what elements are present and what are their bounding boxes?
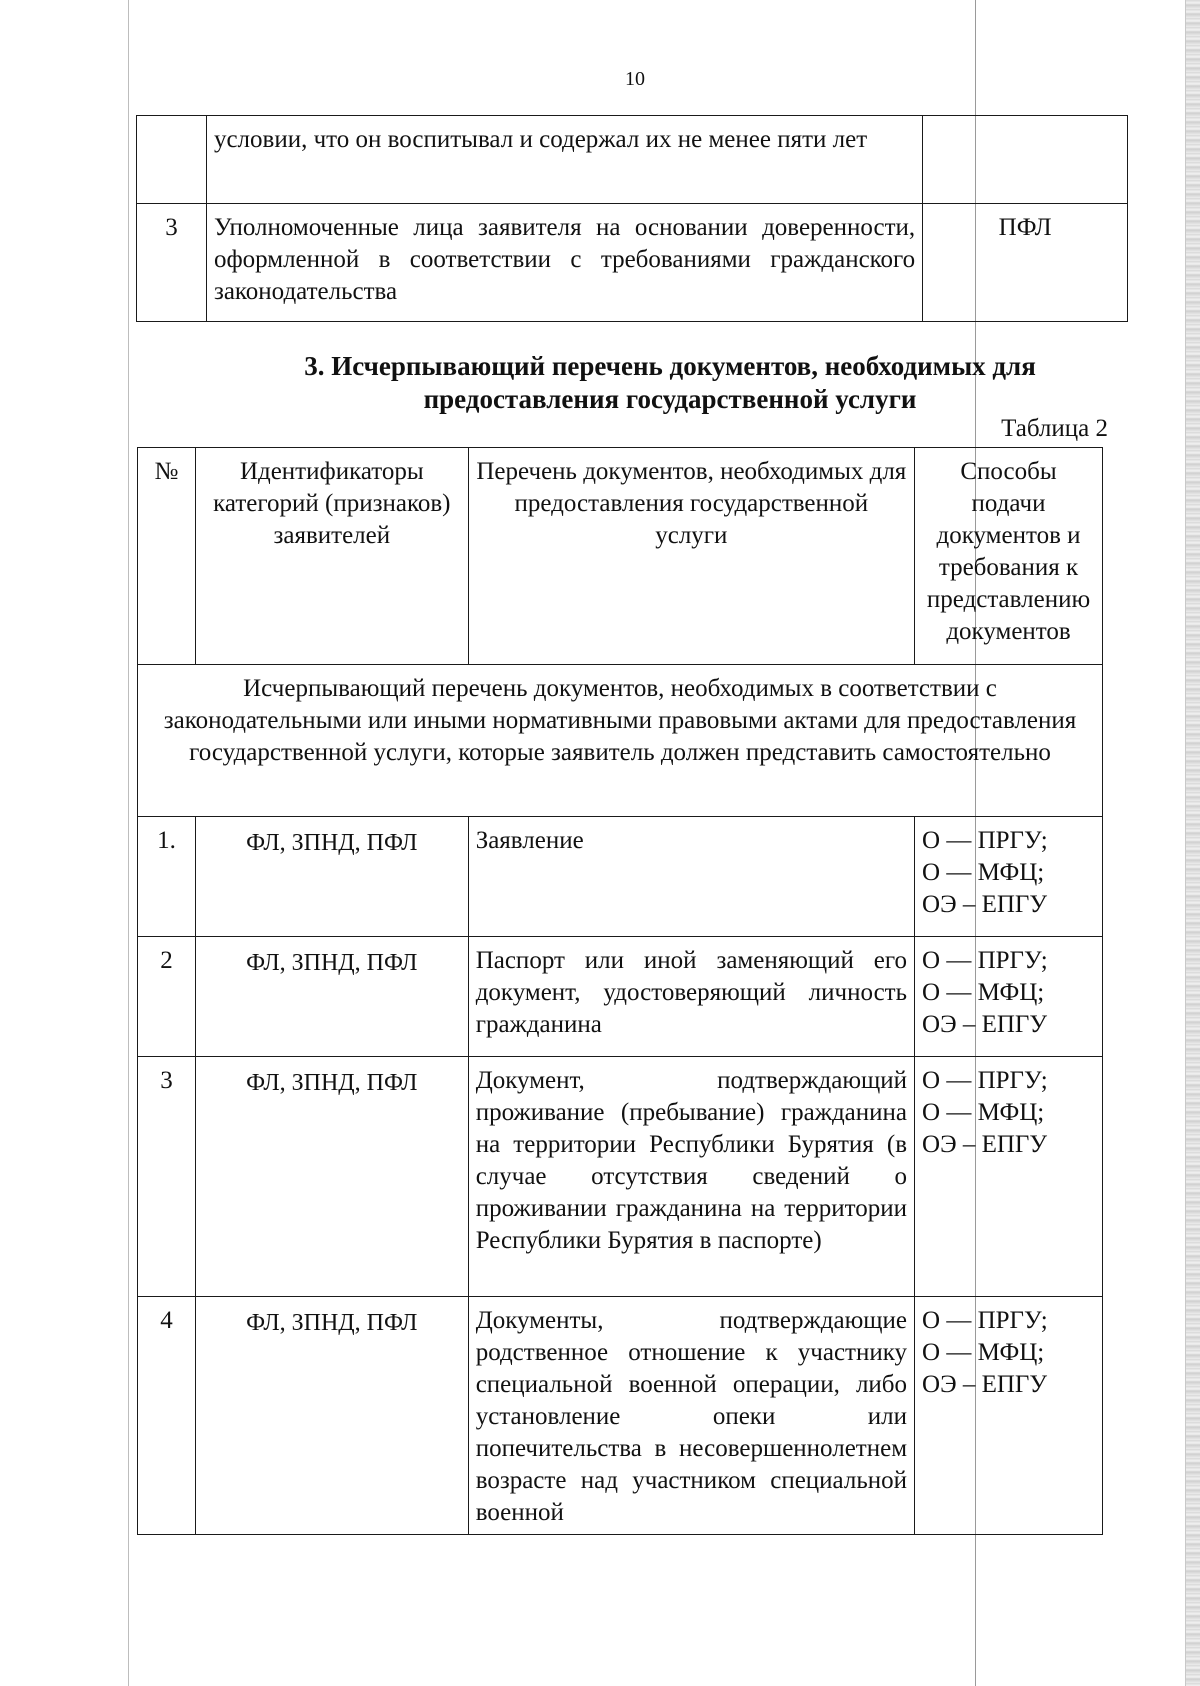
applicant-ids: ФЛ, ЗПНД, ПФЛ (195, 1057, 468, 1297)
table-row (138, 1297, 1103, 1535)
method-line: О — МФЦ; (922, 979, 1045, 1006)
header-applicant-ids: Идентификаторы категорий (признаков) заявителей (195, 448, 468, 665)
table-header-row (138, 448, 1103, 665)
header-submission-methods: Способы подачи документов и требования к представлению документов (915, 448, 1103, 665)
submission-methods (915, 1057, 1103, 1297)
method-line: ОЭ – ЕПГУ (922, 1371, 1048, 1398)
row-number: 1. (138, 817, 196, 937)
table-row (138, 817, 1103, 937)
method-line: О — МФЦ; (922, 1099, 1045, 1126)
method-line: О — МФЦ; (922, 859, 1045, 886)
method-line: О — ПРГУ; (922, 1067, 1048, 1094)
method-line: О — МФЦ; (922, 1339, 1045, 1366)
table-row (137, 116, 1128, 204)
documents-table (137, 447, 1103, 1535)
row-number: 4 (138, 1297, 196, 1535)
applicants-table-continuation (136, 115, 1128, 322)
category-row (138, 665, 1103, 817)
method-line: О — ПРГУ; (922, 947, 1048, 974)
table-row (138, 937, 1103, 1057)
applicant-ids: ФЛ, ЗПНД, ПФЛ (195, 817, 468, 937)
document-name: Документы, подтверждающие родственное отношение к участнику специальной военной операции, либо установление опеки или попечительства в несовершеннолетнем возрасте над участником специальной военной (468, 1297, 914, 1535)
row-number: 3 (138, 1057, 196, 1297)
submission-methods (915, 1297, 1103, 1535)
method-line: ОЭ – ЕПГУ (922, 891, 1048, 918)
category-title: Исчерпывающий перечень документов, необходимых в соответствии с законодательными или иными нормативными правовыми актами для предоставления государственной услуги, которые заявитель должен представить самостоятельно (138, 665, 1103, 817)
method-line: О — ПРГУ; (922, 827, 1048, 854)
method-line: О — ПРГУ; (922, 1307, 1048, 1334)
header-number: № (138, 448, 196, 665)
document-name: Паспорт или иной заменяющий его документ, удостоверяющий личность гражданина (468, 937, 914, 1057)
method-line: ОЭ – ЕПГУ (922, 1131, 1048, 1158)
row-number: 3 (137, 204, 207, 322)
applicant-description: условии, что он воспитывал и содержал их не менее пяти лет (206, 116, 922, 204)
applicant-code: ПФЛ (923, 204, 1128, 322)
section-title: 3. Исчерпывающий перечень документов, необходимых для предоставления государственной услуги (304, 351, 1036, 414)
submission-methods (915, 937, 1103, 1057)
header-documents: Перечень документов, необходимых для предоставления государственной услуги (468, 448, 914, 665)
table-label: Таблица 2 (1001, 415, 1108, 442)
document-name: Заявление (468, 817, 914, 937)
document-name: Документ, подтверждающий проживание (пребывание) гражданина на территории Республики Бурятия (в случае отсутствия сведений о проживании гражданина на территории Республики Бурятия в паспорте) (468, 1057, 914, 1297)
row-number: 2 (138, 937, 196, 1057)
submission-methods (915, 817, 1103, 937)
table-row (137, 204, 1128, 322)
applicant-ids: ФЛ, ЗПНД, ПФЛ (195, 937, 468, 1057)
applicant-description: Уполномоченные лица заявителя на основании доверенности, оформленной в соответствии с требованиями гражданского законодательства (206, 204, 922, 322)
row-number (137, 116, 207, 204)
applicant-code (923, 116, 1128, 204)
method-line: ОЭ – ЕПГУ (922, 1011, 1048, 1038)
page-number: 10 (625, 68, 645, 90)
applicant-ids: ФЛ, ЗПНД, ПФЛ (195, 1297, 468, 1535)
table-row (138, 1057, 1103, 1297)
scan-margin-line (128, 0, 129, 1686)
scan-page-edge (1185, 0, 1200, 1686)
